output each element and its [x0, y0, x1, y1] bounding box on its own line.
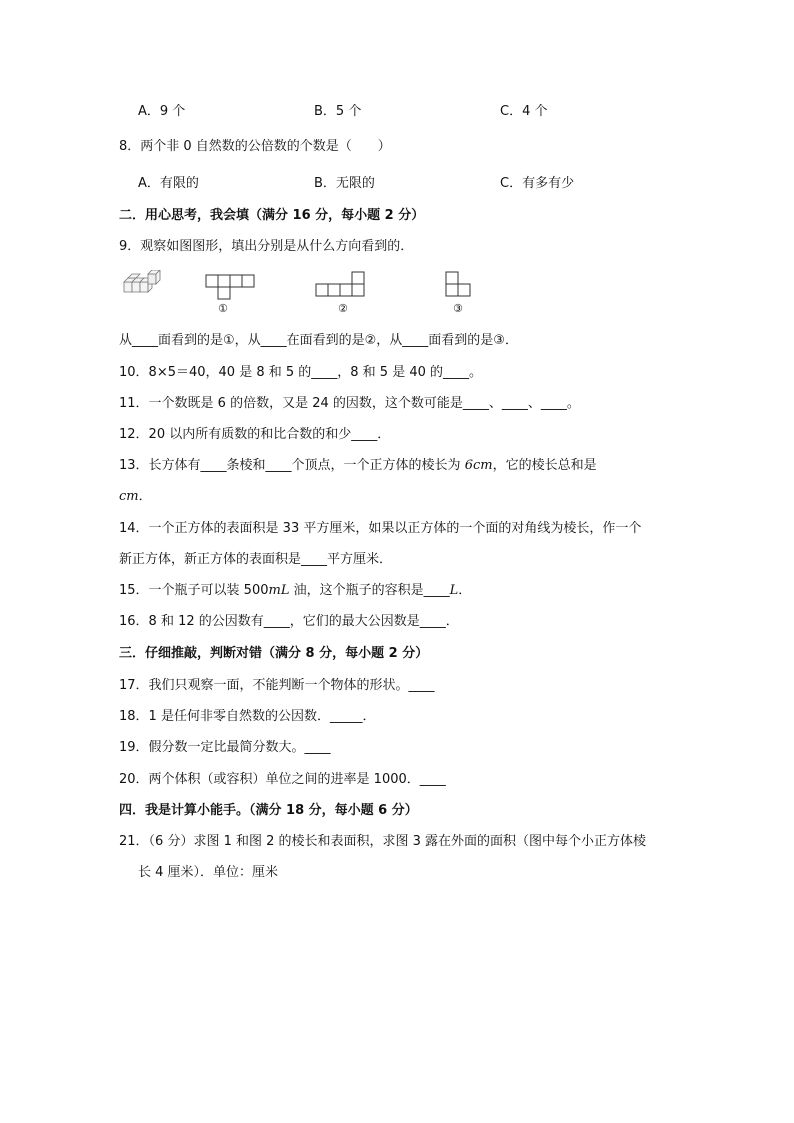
q19: 19．假分数一定比最简分数大。____ — [119, 740, 331, 755]
q15-text-mid: 油，这个瓶子的容积是____ — [289, 583, 450, 598]
q7-option-a: A．9 个 — [138, 104, 186, 119]
q11: 11．一个数既是 6 的倍数，又是 24 的因数，这个数可能是____、____、____。 — [119, 396, 580, 411]
q15-unit-ml: mL — [268, 583, 290, 598]
q13-text-pre: 13．长方体有____条棱和____个顶点，一个正方体的棱长为 — [119, 458, 465, 473]
section-3-title: 三．仔细推敲，判断对错（满分 8 分，每小题 2 分） — [119, 646, 429, 661]
q7-option-c: C．4 个 — [500, 104, 548, 119]
q10: 10．8×5＝40，40 是 8 和 5 的____，8 和 5 是 40 的____。 — [119, 365, 483, 380]
q15-unit-l: L — [449, 583, 459, 598]
section-4-title: 四．我是计算小能手。（满分 18 分，每小题 6 分） — [119, 803, 418, 818]
q13-text-post: ，它的棱长总和是 — [492, 458, 597, 473]
q15-text-pre: 15．一个瓶子可以装 500 — [119, 583, 269, 598]
q18: 18．1 是任何非零自然数的公因数．_____． — [119, 709, 376, 724]
q14-line2: 新正方体，新正方体的表面积是____平方厘米． — [119, 552, 393, 567]
q9-stem: 9．观察如图图形，填出分别是从什么方向看到的． — [119, 239, 414, 254]
view-3-figure — [444, 270, 476, 300]
q17: 17．我们只观察一面，不能判断一个物体的形状。____ — [119, 678, 435, 693]
q8-option-c: C．有多有少 — [500, 176, 575, 191]
q13-line1 — [119, 457, 597, 475]
q13-unit-6cm: 6cm — [464, 458, 493, 473]
q8-stem: 8．两个非 0 自然数的公倍数的个数是（ ） — [119, 139, 391, 154]
q14-line1: 14．一个正方体的表面积是 33 平方厘米，如果以正方体的一个面的对角线为棱长，作一个 — [119, 521, 642, 536]
q21-line1: 21．（6 分）求图 1 和图 2 的棱长和表面积，求图 3 露在外面的面积（图中每个小正方体棱 — [119, 834, 647, 849]
view-1-figure — [204, 273, 258, 303]
q16: 16．8 和 12 的公因数有____，它们的最大公因数是____． — [119, 614, 459, 629]
q13-line2 — [119, 488, 152, 506]
q15-text-post: ． — [458, 583, 472, 598]
cube-solid-figure — [120, 270, 164, 296]
q7-option-b: B．5 个 — [314, 104, 362, 119]
q13-unit-cm: cm — [119, 489, 139, 504]
view-2-caption: ② — [338, 302, 348, 315]
q9-answer: 从____面看到的是①，从____在面看到的是②，从____面看到的是③． — [119, 333, 518, 348]
q20: 20．两个体积（或容积）单位之间的进率是 1000．____ — [119, 772, 446, 787]
q21-line2: 长 4 厘米）．单位：厘米 — [138, 865, 279, 880]
view-2-figure — [314, 270, 370, 300]
section-2-title: 二．用心思考，我会填（满分 16 分，每小题 2 分） — [119, 208, 425, 223]
q12: 12．20 以内所有质数的和比合数的和少____． — [119, 427, 391, 442]
q8-option-b: B．无限的 — [314, 176, 375, 191]
q15 — [119, 582, 471, 600]
view-1-caption: ① — [218, 302, 228, 315]
q8-option-a: A．有限的 — [138, 176, 199, 191]
view-3-caption: ③ — [453, 302, 463, 315]
q13-text-end: ． — [138, 489, 152, 504]
